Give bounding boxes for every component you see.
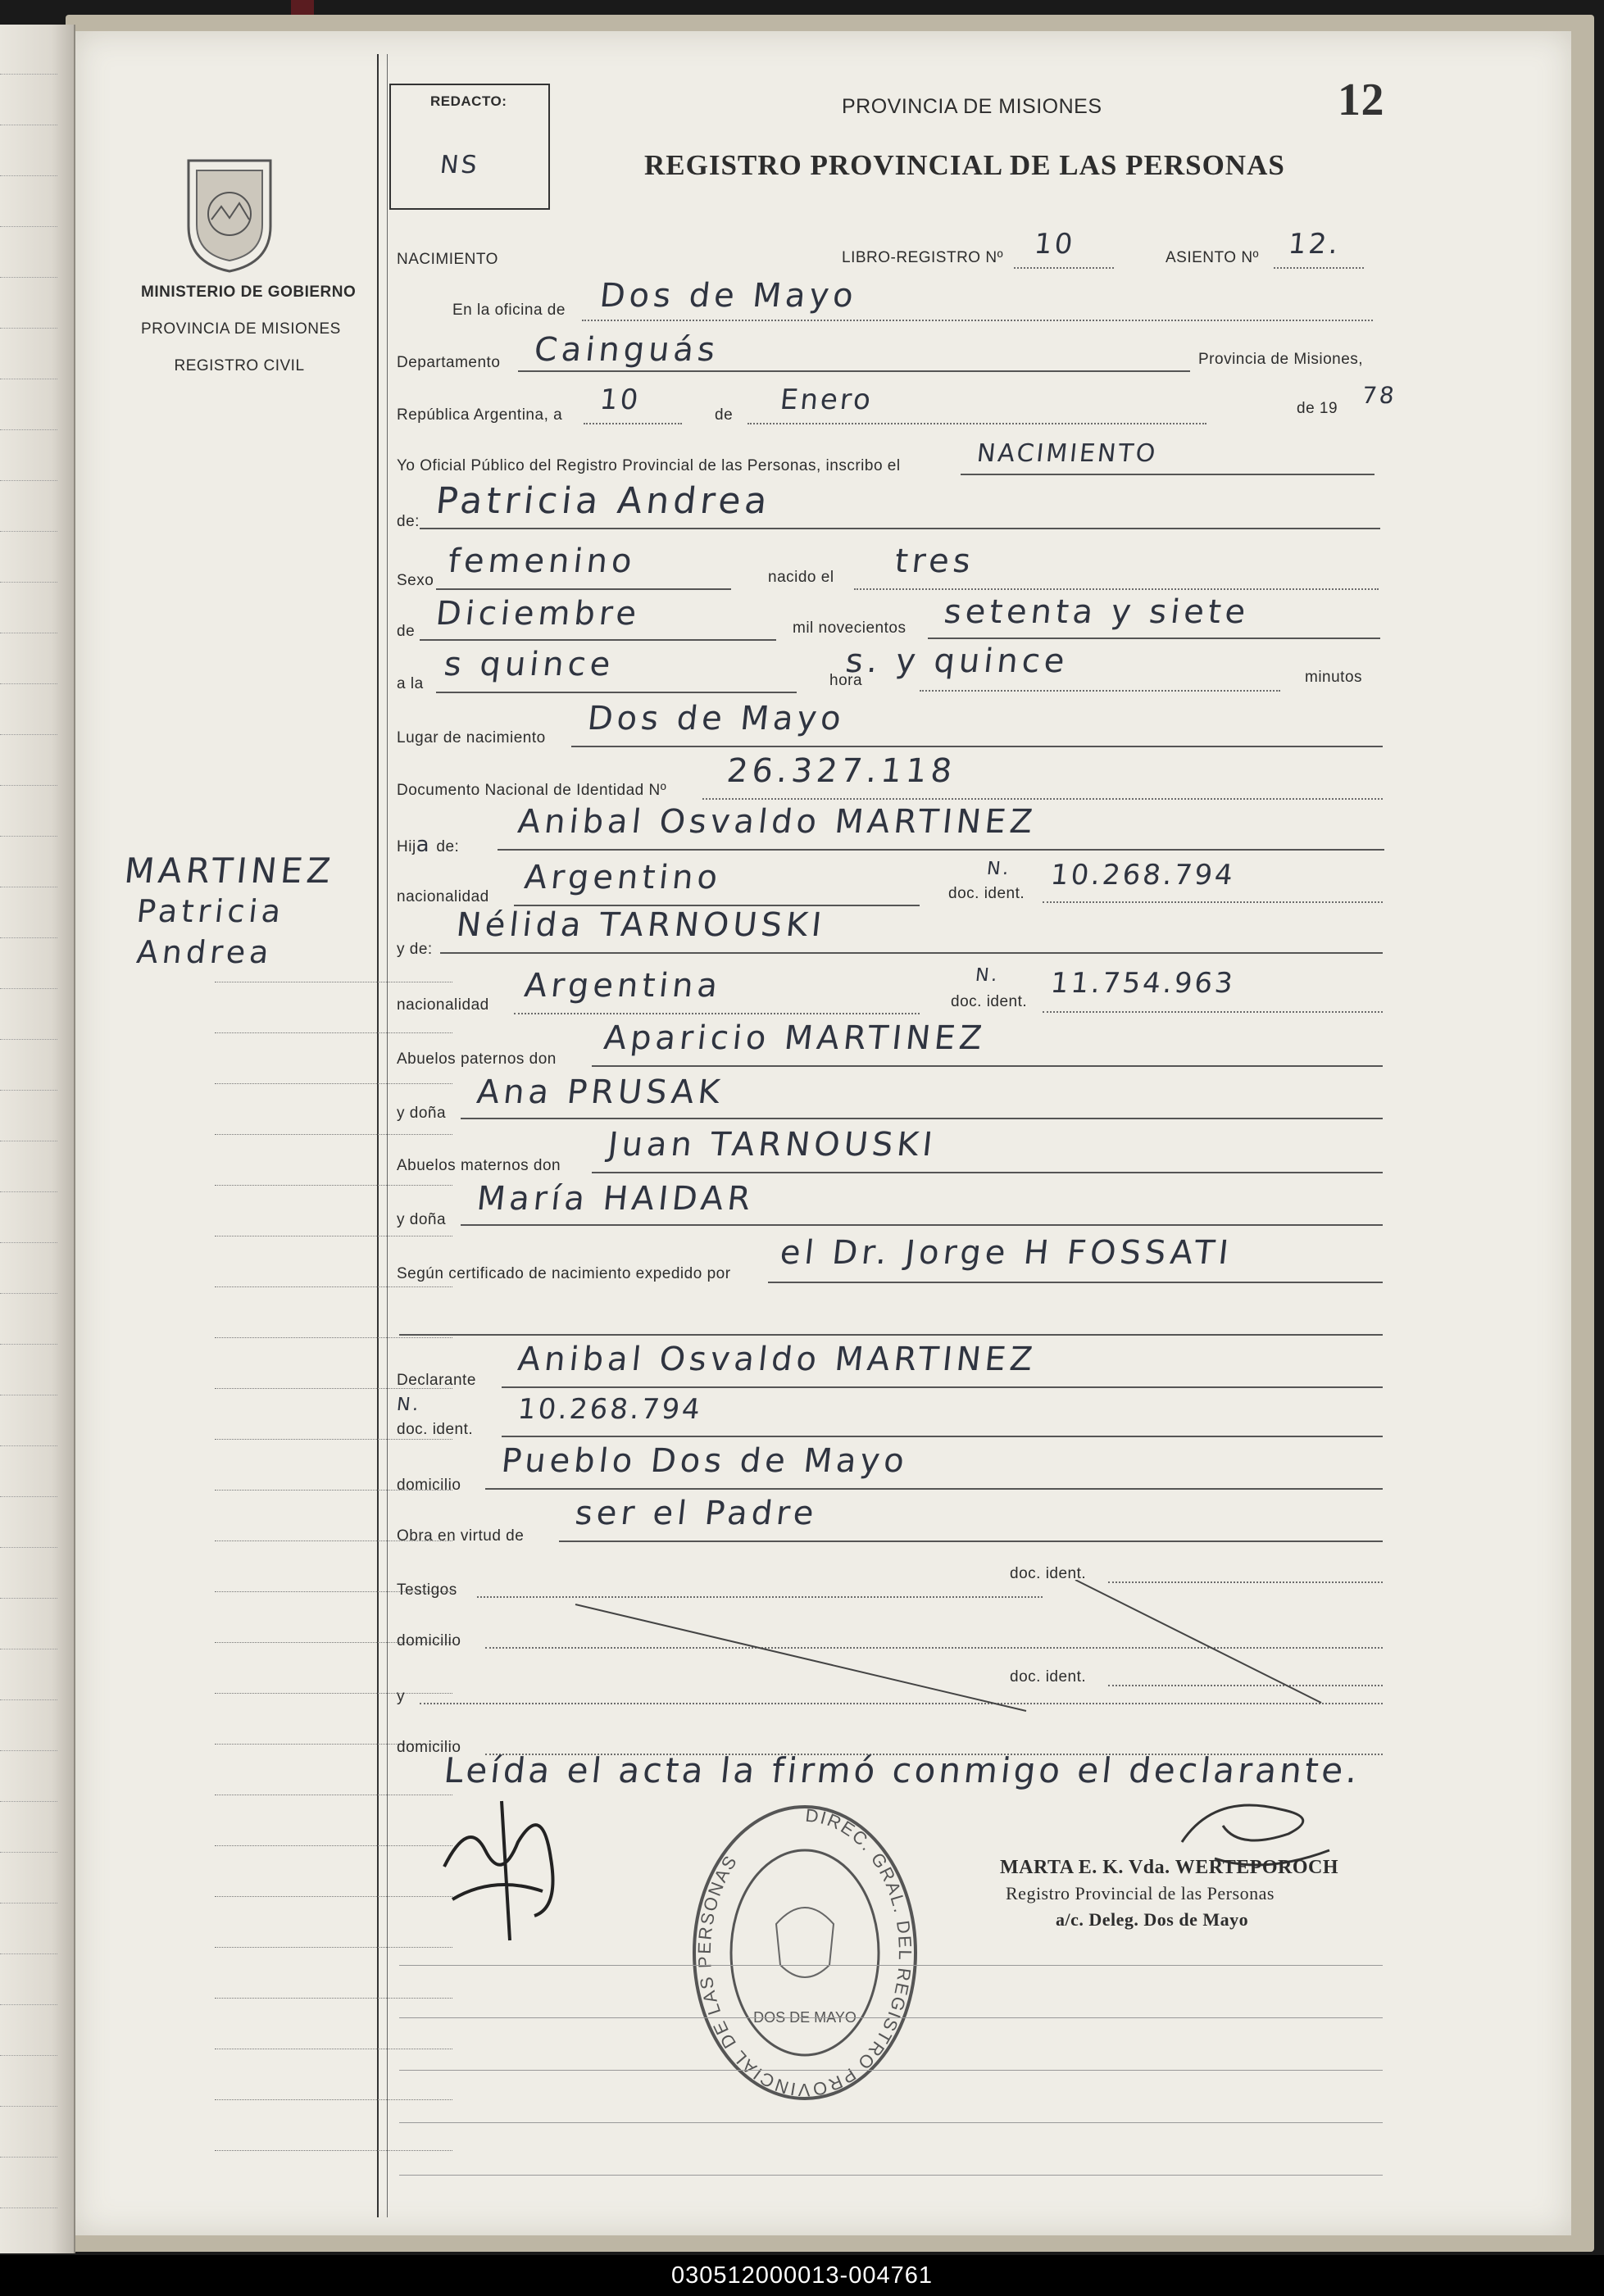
hij-label — [397, 833, 459, 857]
page-rule — [399, 2017, 1383, 2018]
page-rule — [399, 2122, 1383, 2123]
edge-rule — [0, 1344, 57, 1345]
edge-rule — [0, 175, 57, 176]
margin-rule — [215, 1185, 452, 1186]
mes-value: Diciembre — [434, 595, 643, 633]
declarante-label: Declarante — [397, 1372, 476, 1389]
edge-rule — [0, 1750, 57, 1751]
edge-rule — [0, 1801, 57, 1802]
edge-rule — [0, 2106, 57, 2107]
doc2-label: doc. ident. — [951, 993, 1028, 1010]
margin-rule — [215, 2150, 452, 2151]
oficina-value: Dos de Mayo — [598, 277, 860, 315]
edge-rule — [0, 74, 57, 75]
republica-label: República Argentina, a — [397, 406, 563, 424]
abuelos-paternos-value: Aparicio MARTINEZ — [602, 1019, 988, 1057]
asiento-value: 12. — [1286, 228, 1343, 261]
sexo-value: femenino — [446, 542, 638, 580]
edge-rule — [0, 1953, 57, 1954]
cancellation-strokes — [567, 1580, 1387, 1760]
edge-rule — [0, 937, 57, 938]
margin-rule — [215, 1896, 452, 1897]
libro-label: LIBRO-REGISTRO Nº — [842, 249, 1004, 266]
madre-value: Nélida TARNOUSKI — [454, 906, 828, 944]
shield-icon — [180, 152, 279, 275]
domicilio-label: domicilio — [397, 1477, 461, 1494]
doc1-n: N. — [985, 859, 1012, 879]
margin-rule — [215, 1286, 452, 1287]
page-rule — [399, 2175, 1383, 2176]
edge-rule — [0, 1191, 57, 1192]
a-la-value: s quince — [442, 646, 616, 683]
redacto-initials: NS — [438, 151, 481, 179]
sexo-label: Sexo — [397, 572, 434, 589]
register-page — [75, 31, 1571, 2235]
day-value: 10 — [598, 383, 643, 416]
nacido-value: tres — [893, 542, 977, 580]
image-caption: 030512000013-004761 — [0, 2255, 1604, 2296]
official-title: Registro Provincial de las Personas — [1006, 1883, 1275, 1904]
testigo2-doc-label: doc. ident. — [1010, 1668, 1087, 1686]
margin-rule — [215, 2099, 452, 2100]
page-rule — [399, 1965, 1383, 1966]
closing-text: Leída el acta la firmó conmigo el declarante. — [442, 1750, 1363, 1790]
civil-registry-label: REGISTRO CIVIL — [174, 357, 305, 374]
edge-rule — [0, 1547, 57, 1548]
doc-declarante-label: doc. ident. — [397, 1421, 474, 1438]
edge-rule — [0, 226, 57, 227]
previous-page-edge — [0, 25, 75, 2253]
edge-rule — [0, 277, 57, 278]
doc2-value: 11.754.963 — [1048, 967, 1237, 1000]
y-de-label: y de: — [397, 941, 433, 958]
y-label: y — [397, 1688, 405, 1705]
segun-certificado-value: el Dr. Jorge H FOSSATI — [778, 1234, 1234, 1272]
emblem-province-label: PROVINCIA DE MISIONES — [141, 320, 341, 338]
de2-label: de: — [397, 513, 420, 530]
anio-value: setenta y siete — [942, 593, 1252, 631]
oficial-value: NACIMIENTO — [975, 439, 1160, 468]
edge-rule — [0, 480, 57, 481]
edge-rule — [0, 1090, 57, 1091]
official-stamp — [686, 1801, 924, 2104]
nacimiento-label: NACIMIENTO — [397, 251, 498, 268]
month-value: Enero — [778, 383, 875, 416]
hij-suffix: a — [416, 833, 432, 857]
departamento-value: Cainguás — [532, 331, 721, 369]
edge-rule — [0, 1903, 57, 1904]
y-dona1-label: y doña — [397, 1105, 447, 1122]
de-label: de — [715, 406, 734, 424]
departamento-label: Departamento — [397, 354, 501, 371]
minutos-label: minutos — [1305, 669, 1363, 686]
edge-rule — [0, 328, 57, 329]
doc1-label: doc. ident. — [948, 885, 1025, 902]
oficial-label: Yo Oficial Público del Registro Provincial de las Personas, inscribo el — [397, 457, 901, 474]
asiento-label: ASIENTO Nº — [1166, 249, 1259, 266]
nacionalidad2-value: Argentina — [522, 967, 724, 1005]
edge-rule — [0, 2055, 57, 2056]
edge-rule — [0, 1242, 57, 1243]
edge-rule — [0, 1039, 57, 1040]
hij-prefix: Hij — [397, 838, 416, 855]
abuelos-paternos-label: Abuelos paternos don — [397, 1050, 557, 1068]
margin-divider — [377, 54, 379, 2217]
domicilio-value: Pueblo Dos de Mayo — [499, 1442, 911, 1480]
page-rule — [399, 2070, 1383, 2071]
y-dona2-value: María HAIDAR — [475, 1180, 757, 1218]
margin-first-name: Patricia — [134, 893, 287, 929]
edge-rule — [0, 1852, 57, 1853]
doc2-n: N. — [974, 965, 1001, 986]
de3-label: de — [397, 623, 416, 640]
padre-value: Anibal Osvaldo MARTINEZ — [516, 803, 1038, 841]
margin-rule — [215, 1947, 452, 1948]
a-la-label: a la — [397, 675, 424, 692]
edge-rule — [0, 2157, 57, 2158]
redacto-box — [389, 84, 550, 210]
margin-rule — [215, 1998, 452, 1999]
testigo2-domicilio-label: domicilio — [397, 1739, 461, 1756]
doc1-value: 10.268.794 — [1048, 859, 1237, 892]
abuelos-maternos-value: Juan TARNOUSKI — [606, 1126, 938, 1164]
margin-rule — [215, 1337, 452, 1338]
hora-label: hora — [829, 672, 863, 689]
doc-declarante-n: N. — [395, 1395, 422, 1415]
margin-rule — [215, 1845, 452, 1846]
nacido-label: nacido el — [768, 569, 834, 586]
y-dona2-label: y doña — [397, 1211, 447, 1228]
margin-rule — [215, 1083, 452, 1084]
nombre-value: Patricia Andrea — [434, 480, 774, 522]
edge-rule — [0, 582, 57, 583]
province-heading: PROVINCIA DE MISIONES — [842, 95, 1102, 118]
mil-novecientos-label: mil novecientos — [793, 619, 907, 637]
testigo1-domicilio-label: domicilio — [397, 1632, 461, 1649]
declarant-signature — [420, 1752, 633, 1949]
edge-rule — [0, 1496, 57, 1497]
hij-de-label: de: — [436, 838, 460, 855]
official-delegation: a/c. Deleg. Dos de Mayo — [1056, 1909, 1249, 1930]
margin-divider-inner — [387, 54, 388, 2217]
margin-rule — [215, 1134, 452, 1135]
obra-label: Obra en virtud de — [397, 1527, 525, 1545]
testigos-label: Testigos — [397, 1581, 457, 1599]
obra-value: ser el Padre — [573, 1495, 820, 1532]
nacionalidad2-label: nacionalidad — [397, 996, 489, 1014]
year-label: de 19 — [1297, 400, 1338, 417]
oficina-label: En la oficina de — [452, 302, 566, 319]
edge-rule — [0, 734, 57, 735]
dni-value: 26.327.118 — [725, 752, 958, 790]
page-number: 12 — [1338, 75, 1384, 125]
edge-rule — [0, 1699, 57, 1700]
svg-text:DIREC. GRAL. DEL REGISTRO PROV: DIREC. GRAL. DEL REGISTRO PROVINCIAL DE LAS PERSONAS — [693, 1804, 916, 2101]
margin-rule — [215, 1693, 452, 1694]
lugar-label: Lugar de nacimiento — [397, 729, 546, 746]
margin-surname: MARTINEZ — [122, 851, 337, 891]
nacionalidad1-value: Argentino — [522, 859, 724, 896]
dni-label: Documento Nacional de Identidad Nº — [397, 782, 667, 799]
nacionalidad1-label: nacionalidad — [397, 888, 489, 905]
edge-rule — [0, 2004, 57, 2005]
edge-rule — [0, 429, 57, 430]
hora-value: s. y quince — [843, 642, 1070, 680]
doc-declarante-value: 10.268.794 — [516, 1393, 704, 1426]
testigo1-doc-label: doc. ident. — [1010, 1565, 1087, 1582]
edge-rule — [0, 785, 57, 786]
lugar-value: Dos de Mayo — [585, 700, 847, 737]
edge-rule — [0, 836, 57, 837]
margin-rule — [215, 1032, 452, 1033]
edge-rule — [0, 531, 57, 532]
abuelos-maternos-label: Abuelos maternos don — [397, 1157, 561, 1174]
provincia-misiones-label: Provincia de Misiones, — [1198, 351, 1364, 368]
registry-title: REGISTRO PROVINCIAL DE LAS PERSONAS — [644, 149, 1285, 181]
ministry-label: MINISTERIO DE GOBIERNO — [141, 284, 357, 301]
edge-rule — [0, 1598, 57, 1599]
official-name: MARTA E. K. Vda. WERTEPOROCH — [1000, 1857, 1339, 1878]
year-value: 78 — [1361, 382, 1398, 409]
svg-text:DOS DE MAYO: DOS DE MAYO — [753, 2009, 857, 2026]
declarante-value: Anibal Osvaldo MARTINEZ — [516, 1341, 1038, 1378]
margin-second-name: Andrea — [134, 934, 275, 970]
edge-rule — [0, 1445, 57, 1446]
edge-rule — [0, 683, 57, 684]
redacto-label: REDACTO: — [430, 93, 507, 109]
margin-rule — [215, 1439, 452, 1440]
edge-rule — [0, 988, 57, 989]
edge-rule — [0, 1293, 57, 1294]
y-dona1-value: Ana PRUSAK — [475, 1073, 726, 1111]
provincial-emblem — [180, 152, 279, 275]
libro-value: 10 — [1032, 228, 1077, 261]
segun-certificado-label: Según certificado de nacimiento expedido por — [397, 1265, 731, 1282]
